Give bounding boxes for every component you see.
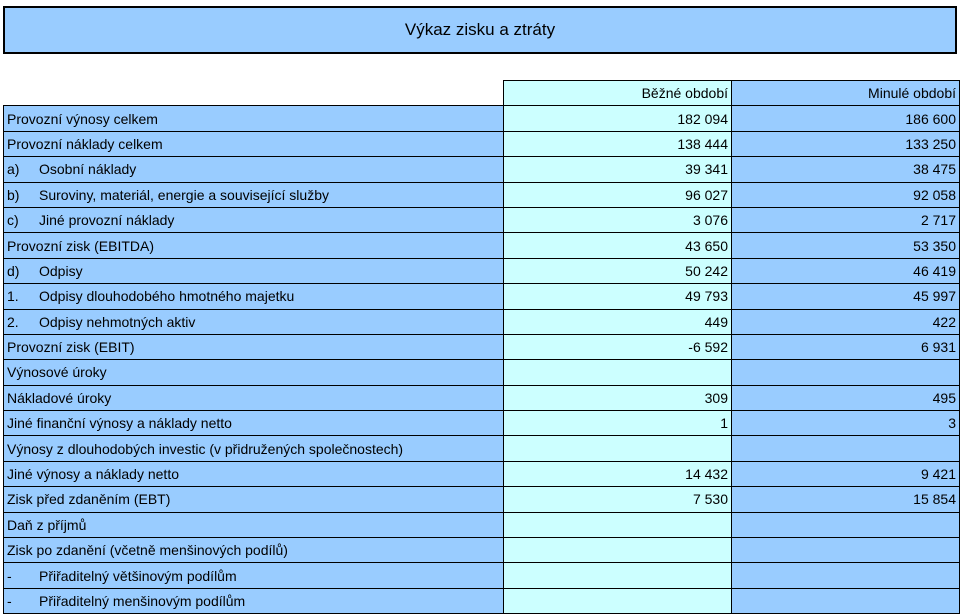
row-label-cell <box>4 385 504 410</box>
row-previous-value: 15 854 <box>732 487 960 512</box>
row-label: Jiné výnosy a náklady netto <box>7 466 179 483</box>
row-previous-value: 2 717 <box>732 207 960 232</box>
row-previous-value <box>732 360 960 385</box>
row-label-cell <box>4 512 504 537</box>
table-header-row <box>4 81 960 106</box>
row-current-value: 96 027 <box>504 182 732 207</box>
row-label-cell <box>4 258 504 283</box>
row-current-value <box>504 588 732 613</box>
row-label: Nákladové úroky <box>7 389 112 406</box>
row-label: Osobní náklady <box>39 161 137 178</box>
row-label-cell <box>4 461 504 486</box>
row-label-cell <box>4 538 504 563</box>
row-label-cell <box>4 487 504 512</box>
row-prefix: d) <box>7 262 20 279</box>
row-current-value: 182 094 <box>504 106 732 131</box>
table-row <box>4 106 960 131</box>
row-previous-value <box>732 563 960 588</box>
row-label: Přiřaditelný menšinovým podílům <box>39 593 246 609</box>
table-row <box>4 182 960 207</box>
row-previous-value: 495 <box>732 385 960 410</box>
row-previous-value <box>732 436 960 461</box>
row-previous-value: 186 600 <box>732 106 960 131</box>
row-prefix: - <box>7 593 12 609</box>
row-label: Provozní zisk (EBIT) <box>7 339 135 356</box>
row-previous-value: 46 419 <box>732 258 960 283</box>
row-label: Odpisy <box>39 262 83 279</box>
row-prefix: a) <box>7 161 20 178</box>
row-label: Zisk po zdanění (včetně menšinových podílů) <box>7 542 288 559</box>
row-current-value: 449 <box>504 309 732 334</box>
table-row <box>4 258 960 283</box>
row-previous-value <box>732 588 960 613</box>
table-row <box>4 385 960 410</box>
row-label: Odpisy dlouhodobého hmotného majetku <box>39 288 295 305</box>
row-current-value <box>504 512 732 537</box>
table-row <box>4 461 960 486</box>
row-current-value: 3 076 <box>504 207 732 232</box>
row-label: Odpisy nehmotných aktiv <box>39 313 196 330</box>
row-prefix: b) <box>7 186 20 203</box>
row-previous-value: 38 475 <box>732 157 960 182</box>
row-current-value: 309 <box>504 385 732 410</box>
table-row <box>4 512 960 537</box>
row-label-cell <box>4 182 504 207</box>
row-current-value: 49 793 <box>504 284 732 309</box>
row-previous-value: 45 997 <box>732 284 960 309</box>
row-previous-value: 6 931 <box>732 334 960 359</box>
row-prefix: 1. <box>7 288 19 305</box>
row-current-value: 43 650 <box>504 233 732 258</box>
row-current-value: 39 341 <box>504 157 732 182</box>
row-label: Přiřaditelný většinovým podílům <box>39 567 237 584</box>
header-empty-cell <box>4 81 504 106</box>
row-label-cell <box>4 360 504 385</box>
table-row <box>4 411 960 436</box>
row-label-cell <box>4 207 504 232</box>
table-row <box>4 309 960 334</box>
row-label: Zisk před zdaněním (EBT) <box>7 491 171 508</box>
row-label: Výnosy z dlouhodobých investic (v přidružených společnostech) <box>7 440 404 457</box>
row-prefix: - <box>7 567 12 584</box>
row-previous-value <box>732 538 960 563</box>
row-current-value: 14 432 <box>504 461 732 486</box>
row-current-value <box>504 436 732 461</box>
table-row <box>4 233 960 258</box>
income-statement-table <box>3 80 960 614</box>
row-previous-value: 3 <box>732 411 960 436</box>
row-label-cell <box>4 131 504 156</box>
row-previous-value: 53 350 <box>732 233 960 258</box>
row-previous-value: 422 <box>732 309 960 334</box>
row-current-value <box>504 538 732 563</box>
table-row <box>4 131 960 156</box>
row-label: Provozní výnosy celkem <box>7 110 158 127</box>
row-label: Jiné provozní náklady <box>39 212 175 229</box>
row-current-value: 50 242 <box>504 258 732 283</box>
row-label-cell <box>4 436 504 461</box>
row-current-value <box>504 360 732 385</box>
row-label: Suroviny, materiál, energie a související služby <box>39 186 329 203</box>
table-row <box>4 487 960 512</box>
row-label-cell <box>4 563 504 588</box>
table-row <box>4 207 960 232</box>
row-label-cell <box>4 588 504 613</box>
row-prefix: c) <box>7 212 19 229</box>
row-current-value: 1 <box>504 411 732 436</box>
row-current-value: -6 592 <box>504 334 732 359</box>
row-label-cell <box>4 233 504 258</box>
row-label-cell <box>4 284 504 309</box>
row-label: Provozní náklady celkem <box>7 135 163 152</box>
row-current-value <box>504 563 732 588</box>
row-previous-value: 9 421 <box>732 461 960 486</box>
table-row <box>4 563 960 588</box>
table-row <box>4 538 960 563</box>
row-previous-value: 133 250 <box>732 131 960 156</box>
report-title-text: Výkaz zisku a ztráty <box>404 20 556 39</box>
row-label-cell <box>4 106 504 131</box>
header-previous-period: Minulé období <box>732 81 960 106</box>
row-prefix: 2. <box>7 313 19 330</box>
row-current-value: 138 444 <box>504 131 732 156</box>
report-title <box>3 6 957 54</box>
table-row <box>4 157 960 182</box>
row-label-cell <box>4 157 504 182</box>
row-label: Daň z příjmů <box>7 516 87 533</box>
table-row <box>4 284 960 309</box>
row-label: Výnosové úroky <box>7 364 107 381</box>
row-previous-value: 92 058 <box>732 182 960 207</box>
table-row <box>4 334 960 359</box>
row-previous-value <box>732 512 960 537</box>
row-label: Jiné finanční výnosy a náklady netto <box>7 415 232 432</box>
header-current-period: Běžné období <box>504 81 732 106</box>
row-label-cell <box>4 309 504 334</box>
table-row <box>4 588 960 613</box>
row-label: Provozní zisk (EBITDA) <box>7 237 155 254</box>
row-label-cell <box>4 334 504 359</box>
row-current-value: 7 530 <box>504 487 732 512</box>
table-row <box>4 436 960 461</box>
row-label-cell <box>4 411 504 436</box>
table-row <box>4 360 960 385</box>
